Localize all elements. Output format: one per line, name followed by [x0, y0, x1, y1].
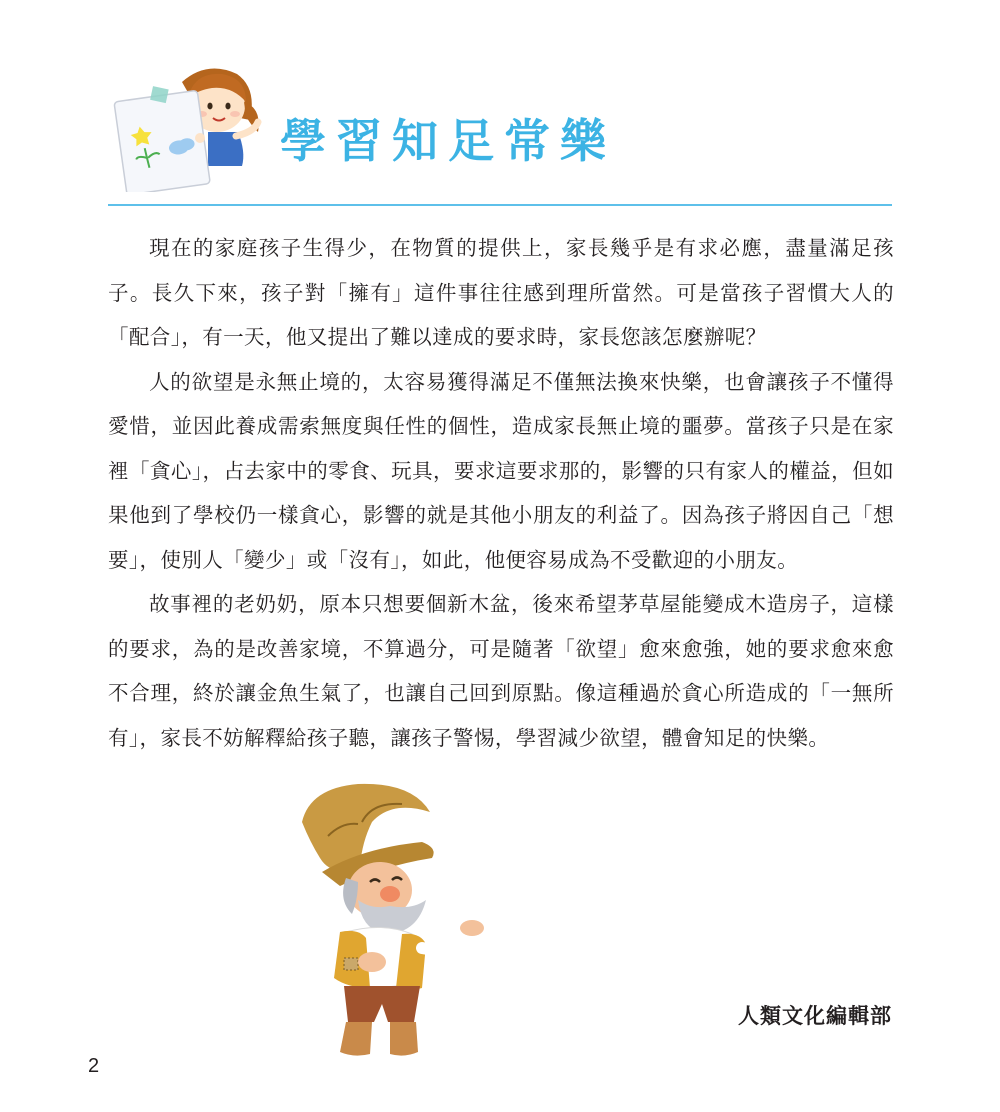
old-man-illustration [262, 782, 502, 1062]
page-number: 2 [88, 1055, 100, 1077]
article-body [108, 226, 894, 760]
editorial-credit: 人類文化編輯部 [738, 1004, 892, 1028]
girl-with-drawing-illustration [112, 62, 272, 192]
paragraph: 故事裡的老奶奶，原本只想要個新木盆，後來希望茅草屋能變成木造房子，這樣的要求，為的是改善家境，不算過分，可是隨著「欲望」愈來愈強，她的要求愈來愈不合理，終於讓金魚生氣了，也讓自己回到原點。像這種過於貪心所造成的「一無所有」，家長不妨解釋給孩子聽，讓孩子警惕，學習減少欲望，體會知足的快樂。 [108, 592, 894, 750]
paragraph: 人的欲望是永無止境的，太容易獲得滿足不僅無法換來快樂，也會讓孩子不懂得愛惜，並因此養成需索無度與任性的個性，造成家長無止境的噩夢。當孩子只是在家裡「貪心」，占去家中的零食、玩具，要求這要求那的，影響的只有家人的權益，但如果他到了學校仍一樣貪心，影響的就是其他小朋友的利益了。因為孩子將因自己「想要」，使別人「變少」或「沒有」，如此，他便容易成為不受歡迎的小朋友。 [108, 369, 894, 572]
title-divider [108, 204, 892, 206]
page-title: 學習知足常樂 [280, 114, 616, 168]
paragraph: 現在的家庭孩子生得少，在物質的提供上，家長幾乎是有求必應，盡量滿足孩子。長久下來，孩子對「擁有」這件事往往感到理所當然。可是當孩子習慣大人的「配合」，有一天，他又提出了難以達成的要求時，家長您該怎麼辦呢？ [108, 236, 894, 349]
